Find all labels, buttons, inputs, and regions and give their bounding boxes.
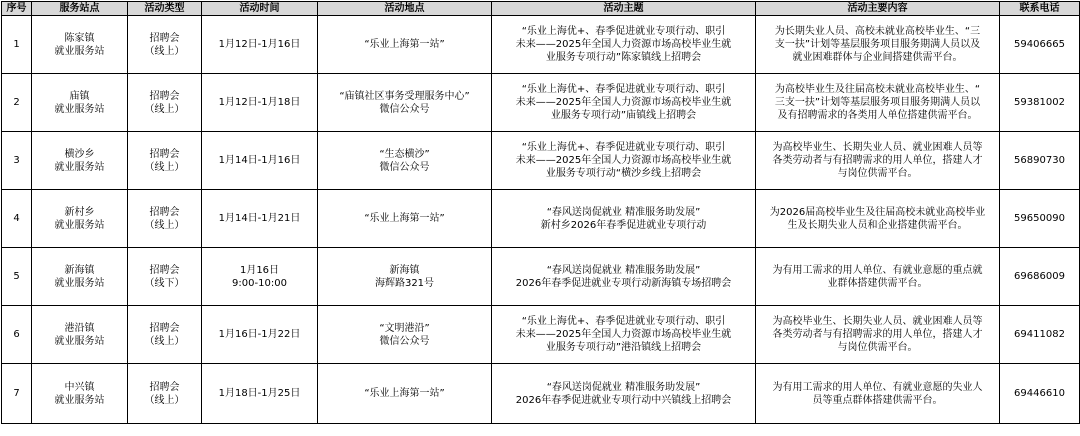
cell-type <box>128 16 202 74</box>
cell-place-line: 微信公众号 <box>379 103 430 115</box>
cell-place <box>318 248 492 306</box>
table-row <box>2 248 1080 306</box>
cell-type-line: （线上） <box>144 45 185 57</box>
cell-station-line: 就业服务站 <box>54 45 105 57</box>
cell-content <box>756 306 1000 364</box>
cell-station <box>32 364 128 424</box>
cell-content-line: 员等重点群体搭建供需平台。 <box>812 394 943 406</box>
cell-theme-line: 业服务专项行动”港沿镇线上招聘会 <box>545 342 702 353</box>
cell-time-line: 1月18日-1月25日 <box>218 388 301 399</box>
cell-type <box>128 364 202 424</box>
cell-content-line: 为长期失业人员、高校未就业高校毕业生、“三 <box>774 26 981 37</box>
table-row <box>2 364 1080 424</box>
cell-time <box>202 16 318 74</box>
cell-place-line: 新海镇 <box>389 264 420 276</box>
cell-phone: 59650090 <box>1000 190 1080 248</box>
cell-place-line: 微信公众号 <box>379 161 430 173</box>
cell-theme-line: “乐业上海优+、春季促进就业专项行动、职引 <box>521 84 726 95</box>
cell-station <box>32 16 128 74</box>
cell-type-line: 招聘会 <box>149 381 180 393</box>
header-theme: 活动主题 <box>492 2 756 16</box>
cell-station-line: 就业服务站 <box>54 161 105 173</box>
cell-content-line: 为2026届高校毕业生及往届高校未就业高校毕业 <box>769 206 986 218</box>
cell-type-line: （线上） <box>144 161 185 173</box>
cell-type-line: （线上） <box>144 335 185 347</box>
cell-time-line: 1月12日-1月16日 <box>218 39 301 50</box>
cell-content-line: 生及长期失业人员和企业搭建供需平台。 <box>787 219 968 231</box>
cell-time <box>202 306 318 364</box>
cell-theme <box>492 16 756 74</box>
cell-place-line: “生态横沙” <box>379 148 430 160</box>
cell-type-line: （线下） <box>144 277 185 289</box>
cell-theme-line: 新村乡2026年春季促进就业专项行动 <box>540 219 707 231</box>
cell-content <box>756 132 1000 190</box>
cell-content-line: 就业困难群体与企业间搭建供需平台。 <box>792 52 963 63</box>
cell-phone: 69411082 <box>1000 306 1080 364</box>
cell-no: 4 <box>2 190 32 248</box>
cell-theme-line: 未来——2025年全国人力资源市场高校毕业生就 <box>515 155 732 166</box>
cell-phone: 59406665 <box>1000 16 1080 74</box>
cell-time <box>202 132 318 190</box>
cell-type-line: 招聘会 <box>149 322 180 334</box>
cell-content-line: 三支一扶”计划等基层服务项目服务期满人员以 <box>774 97 981 108</box>
header-row <box>2 2 1080 16</box>
cell-content-line: 与岗位供需平台。 <box>837 342 918 353</box>
cell-phone: 69446610 <box>1000 364 1080 424</box>
cell-content-line: 各类劳动者与有招聘需求的用人单位，搭建人才 <box>772 155 983 166</box>
cell-station <box>32 74 128 132</box>
cell-phone: 56890730 <box>1000 132 1080 190</box>
cell-place <box>318 364 492 424</box>
cell-station-line: 横沙乡 <box>64 148 95 160</box>
cell-time <box>202 74 318 132</box>
cell-phone: 69686009 <box>1000 248 1080 306</box>
cell-content-line: 为有用工需求的用人单位、有就业意愿的失业人 <box>772 381 983 393</box>
cell-station-line: 港沿镇 <box>64 322 95 334</box>
cell-no: 7 <box>2 364 32 424</box>
header-station: 服务站点 <box>32 2 128 16</box>
cell-theme <box>492 132 756 190</box>
cell-place <box>318 306 492 364</box>
cell-no: 3 <box>2 132 32 190</box>
cell-no: 1 <box>2 16 32 74</box>
cell-place-line: “乐业上海第一站” <box>364 39 445 50</box>
cell-theme-line: 业服务专项行动”陈家镇线上招聘会 <box>545 52 702 63</box>
cell-theme-line: “乐业上海优+、春季促进就业专项行动、职引 <box>521 316 726 327</box>
cell-type-line: 招聘会 <box>149 206 180 218</box>
cell-content-line: 为有用工需求的用人单位、有就业意愿的重点就 <box>772 264 983 276</box>
cell-station <box>32 190 128 248</box>
cell-time <box>202 248 318 306</box>
header-place: 活动地点 <box>318 2 492 16</box>
table-row <box>2 74 1080 132</box>
cell-station-line: 新村乡 <box>64 206 95 218</box>
cell-theme-line: 未来——2025年全国人力资源市场高校毕业生就 <box>515 329 732 340</box>
cell-station <box>32 306 128 364</box>
cell-time-line: 1月16日 <box>239 264 280 276</box>
header-phone: 联系电话 <box>1000 2 1080 16</box>
table-row <box>2 306 1080 364</box>
cell-type <box>128 190 202 248</box>
cell-place-line: “乐业上海第一站” <box>364 388 445 399</box>
cell-place-line: “文明港沿” <box>379 322 430 334</box>
cell-content <box>756 248 1000 306</box>
cell-no: 6 <box>2 306 32 364</box>
cell-station-line: 中兴镇 <box>64 381 95 393</box>
cell-type-line: 招聘会 <box>149 90 180 102</box>
cell-theme <box>492 248 756 306</box>
cell-content-line: 支一扶”计划等基层服务项目服务期满人员以及 <box>774 39 981 50</box>
cell-theme-line: 未来——2025年全国人力资源市场高校毕业生就 <box>515 39 732 50</box>
cell-place-line: 微信公众号 <box>379 335 430 347</box>
cell-content-line: 与岗位供需平台。 <box>837 168 918 179</box>
cell-place-line: 海辉路321号 <box>374 277 435 289</box>
cell-content <box>756 16 1000 74</box>
cell-theme-line: 未来——2025年全国人力资源市场高校毕业生就 <box>515 97 732 108</box>
cell-type <box>128 74 202 132</box>
cell-type-line: （线上） <box>144 103 185 115</box>
header-time: 活动时间 <box>202 2 318 16</box>
cell-content-line: 为高校毕业生、长期失业人员、就业困难人员等 <box>772 316 983 327</box>
cell-content-line: 为高校毕业生、长期失业人员、就业困难人员等 <box>772 142 983 153</box>
cell-time-line: 1月16日-1月22日 <box>218 329 301 340</box>
cell-type <box>128 306 202 364</box>
table-row <box>2 132 1080 190</box>
cell-theme-line: 业服务专项行动”庙镇线上招聘会 <box>550 110 697 121</box>
cell-content-line: 各类劳动者与有招聘需求的用人单位，搭建人才 <box>772 329 983 340</box>
cell-no: 2 <box>2 74 32 132</box>
cell-content-line: 为高校毕业生及往届高校未就业高校毕业生、“ <box>774 84 981 95</box>
header-no: 序号 <box>2 2 32 16</box>
cell-type-line: （线上） <box>144 394 185 406</box>
table-row <box>2 190 1080 248</box>
cell-content-line: 业群体搭建供需平台。 <box>827 277 928 289</box>
cell-station <box>32 132 128 190</box>
cell-time-line: 1月12日-1月18日 <box>218 97 301 108</box>
header-type: 活动类型 <box>128 2 202 16</box>
cell-place <box>318 132 492 190</box>
cell-station <box>32 248 128 306</box>
cell-theme <box>492 74 756 132</box>
cell-time <box>202 364 318 424</box>
cell-theme <box>492 306 756 364</box>
cell-place <box>318 74 492 132</box>
table-row <box>2 16 1080 74</box>
cell-theme <box>492 364 756 424</box>
cell-type-line: 招聘会 <box>149 32 180 44</box>
cell-content <box>756 74 1000 132</box>
cell-theme-line: 业服务专项行动“横沙乡线上招聘会 <box>545 168 702 179</box>
cell-theme-line: 2026年春季促进就业专项行动新海镇专场招聘会 <box>515 277 732 289</box>
cell-type-line: 招聘会 <box>149 148 180 160</box>
cell-theme-line: “春风送岗促就业 精准服务助发展” <box>546 264 701 276</box>
cell-station-line: 就业服务站 <box>54 277 105 289</box>
cell-type-line: 招聘会 <box>149 264 180 276</box>
cell-time-line: 1月14日-1月16日 <box>218 155 301 166</box>
cell-station-line: 就业服务站 <box>54 394 105 406</box>
cell-phone: 59381002 <box>1000 74 1080 132</box>
cell-theme <box>492 190 756 248</box>
cell-place-line: “乐业上海第一站” <box>364 213 445 224</box>
cell-content-line: 及有招聘需求的各类用人单位搭建供需平台。 <box>777 110 978 121</box>
header-content: 活动主要内容 <box>756 2 1000 16</box>
cell-station-line: 陈家镇 <box>64 32 95 44</box>
cell-type <box>128 132 202 190</box>
recruitment-schedule-table <box>1 1 1080 424</box>
cell-theme-line: “春风送岗促就业 精准服务助发展” <box>546 381 701 393</box>
cell-place-line: “庙镇社区事务受理服务中心” <box>339 90 470 102</box>
cell-station-line: 庙镇 <box>69 90 90 102</box>
cell-time <box>202 190 318 248</box>
cell-type-line: （线上） <box>144 219 185 231</box>
cell-station-line: 就业服务站 <box>54 219 105 231</box>
cell-station-line: 就业服务站 <box>54 103 105 115</box>
cell-theme-line: “乐业上海优+、春季促进就业专项行动、职引 <box>521 26 726 37</box>
cell-theme-line: “乐业上海优+、春季促进就业专项行动、职引 <box>521 142 726 153</box>
cell-type <box>128 248 202 306</box>
cell-time-line: 9:00-10:00 <box>232 277 287 289</box>
cell-no: 5 <box>2 248 32 306</box>
cell-time-line: 1月14日-1月21日 <box>218 213 301 224</box>
cell-place <box>318 16 492 74</box>
cell-theme-line: “春风送岗促就业 精准服务助发展” <box>546 206 701 218</box>
cell-station-line: 就业服务站 <box>54 335 105 347</box>
cell-content <box>756 190 1000 248</box>
cell-place <box>318 190 492 248</box>
cell-content <box>756 364 1000 424</box>
cell-station-line: 新海镇 <box>64 264 95 276</box>
cell-theme-line: 2026年春季促进就业专项行动中兴镇线上招聘会 <box>515 394 732 406</box>
